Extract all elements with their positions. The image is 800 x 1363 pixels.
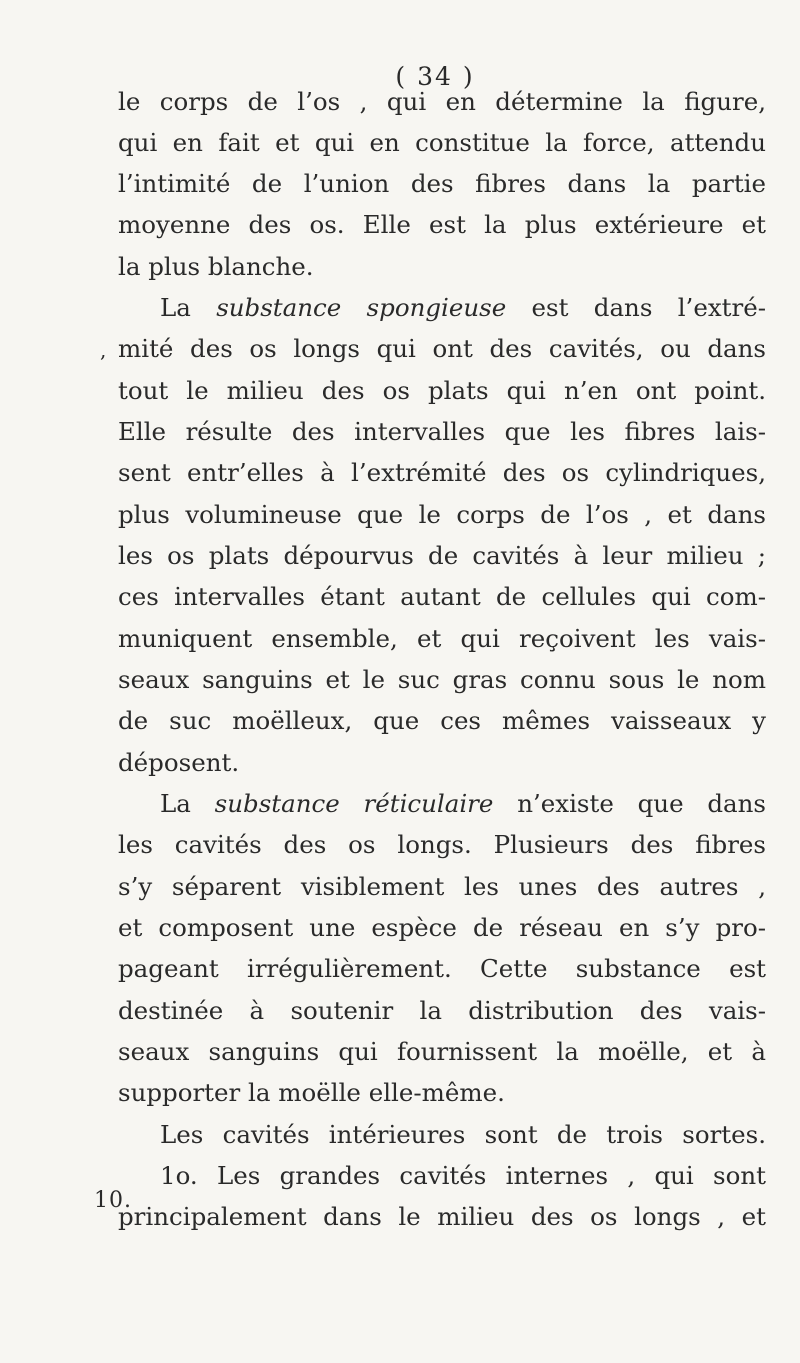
margin-comma-mark: , (100, 338, 107, 362)
text-line: principalement dans le milieu des os longs , et (118, 1202, 766, 1231)
text-line: qui en fait et qui en constitue la force, attendu (118, 128, 766, 157)
text-line: seaux sanguins qui fournissent la moëlle, et à (118, 1037, 766, 1066)
text-line: tout le milieu des os plats qui n’en ont point. (118, 376, 766, 405)
text-line: sent entr’elles à l’extrémité des os cylindriques, (118, 458, 766, 487)
text-line: pageant irrégulièrement. Cette substance est (118, 954, 766, 983)
text-line: mité des os longs qui ont des cavités, ou dans (118, 334, 766, 363)
text-line: plus volumineuse que le corps de l’os , et dans (118, 500, 766, 529)
text-fragment: n’existe que dans (493, 789, 767, 818)
text-line: muniquent ensemble, et qui reçoivent les vais- (118, 624, 766, 653)
text-line: les cavités des os longs. Plusieurs des fibres (118, 830, 766, 859)
text-line: s’y séparent visiblement les unes des autres , (118, 872, 766, 901)
text-line: 1o. Les grandes cavités internes , qui sont (160, 1161, 766, 1190)
italic-term: substance spongieuse (216, 293, 507, 322)
text-line: de suc moëlleux, que ces mêmes vaisseaux y (118, 706, 766, 735)
text-line: destinée à soutenir la distribution des vais- (118, 996, 766, 1025)
text-line (160, 786, 766, 822)
page-number: ( 34 ) (395, 62, 475, 91)
text-line: et composent une espèce de réseau en s’y pro- (118, 913, 766, 942)
text-fragment: La (160, 789, 215, 818)
text-line: ces intervalles étant autant de cellules qui com- (118, 582, 766, 611)
text-fragment: est dans l’extré- (506, 293, 766, 322)
text-line: moyenne des os. Elle est la plus extérieure et (118, 210, 766, 239)
text-line: la plus blanche. (118, 252, 314, 281)
margin-section-number: 10. (94, 1188, 132, 1213)
text-line: déposent. (118, 748, 240, 777)
text-line: supporter la moëlle elle-même. (118, 1078, 505, 1107)
text-line: l’intimité de l’union des fibres dans la partie (118, 169, 766, 198)
italic-term: substance réticulaire (214, 789, 494, 818)
text-line: le corps de l’os , qui en détermine la figure, (118, 87, 766, 116)
text-line: Elle résulte des intervalles que les fibres lais- (118, 417, 766, 446)
text-line (160, 290, 766, 326)
text-fragment: La (160, 293, 217, 322)
text-line: Les cavités intérieures sont de trois sortes. (160, 1120, 766, 1149)
text-line: seaux sanguins et le suc gras connu sous le nom (118, 665, 766, 694)
text-line: les os plats dépourvus de cavités à leur milieu ; (118, 541, 766, 570)
